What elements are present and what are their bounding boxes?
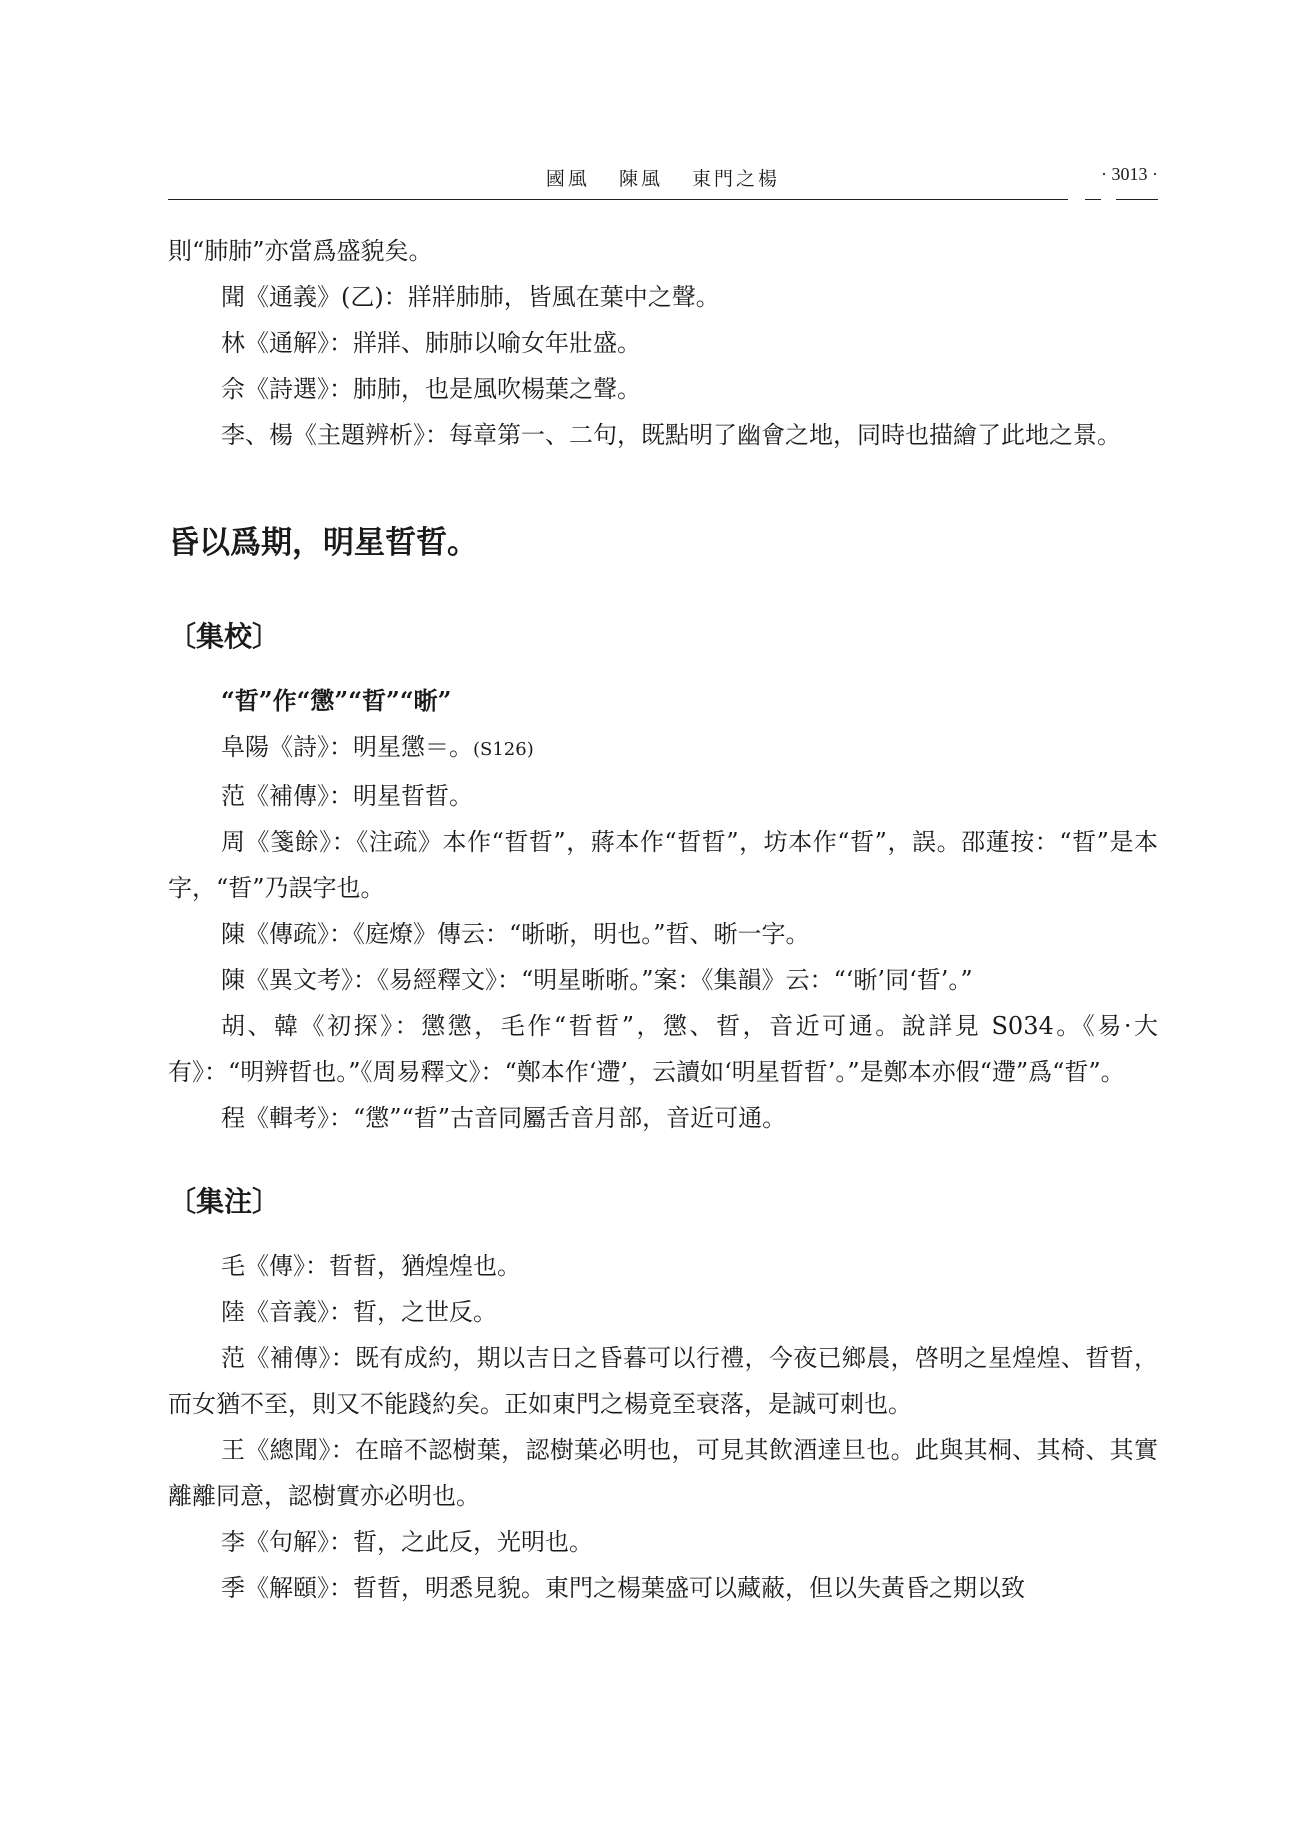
paragraph: 胡、韓《初探》：懲懲，毛作“晢晢”，懲、晢，音近可通。說詳見 S034。《易·大有》：“明辨晢也。”《周易釋文》：“鄭本作‘遰’，云讀如‘明星晢晢’。”是鄭本亦假“遰”爲“晢”。 bbox=[168, 1012, 1158, 1086]
paragraph: 季《解頤》：晢晢，明悉見貌。東門之楊葉盛可以藏蔽，但以失黃昏之期以致 bbox=[221, 1574, 1025, 1602]
header-rule-dash bbox=[1116, 199, 1158, 200]
header-part-poem: 東門之楊 bbox=[692, 168, 781, 190]
paragraph bbox=[168, 724, 1158, 773]
paragraph: 陸《音義》：晢，之世反。 bbox=[221, 1298, 497, 1326]
paragraph: 王《總聞》：在暗不認樹葉，認樹葉必明也，可見其飲酒達旦也。此與其桐、其椅、其實離離同意，認樹實亦必明也。 bbox=[168, 1436, 1158, 1510]
header-part-chenfeng: 陳風 bbox=[618, 168, 663, 190]
source-note: (S126) bbox=[473, 739, 534, 760]
running-header bbox=[168, 160, 1158, 200]
paragraph: 佘《詩選》：肺肺，也是風吹楊葉之聲。 bbox=[221, 375, 641, 403]
paragraph: 毛《傳》：晢晢，猶煌煌也。 bbox=[221, 1252, 521, 1280]
page-body bbox=[168, 228, 1158, 1611]
subheading: “晢”作“懲”“晢”“晣” bbox=[221, 686, 452, 715]
paragraph: 李、楊《主題辨析》：每章第一、二句，既點明了幽會之地，同時也描繪了此地之景。 bbox=[221, 421, 1121, 449]
paragraph: 李《句解》：晢，之此反，光明也。 bbox=[221, 1528, 593, 1556]
paragraph: 周《箋餘》：《注疏》本作“晢晢”，蔣本作“晢晢”，坊本作“晢”，誤。邵蓮按：“晢”是本字，“晢”乃誤字也。 bbox=[168, 828, 1158, 902]
header-title bbox=[168, 164, 1158, 191]
section-heading-jizhu: 〔集注〕 bbox=[168, 1185, 281, 1218]
section-heading-jijiao: 〔集校〕 bbox=[168, 620, 281, 653]
paragraph: 林《通解》：牂牂、肺肺以喻女年壯盛。 bbox=[221, 329, 641, 357]
paragraph: 陳《傳疏》：《庭燎》傳云：“晣晣，明也。”晢、晣一字。 bbox=[221, 920, 810, 948]
page-number: · 3013 · bbox=[1101, 164, 1158, 184]
header-rule-dash bbox=[1085, 199, 1101, 200]
paragraph: 則“肺肺”亦當爲盛貌矣。 bbox=[168, 237, 433, 265]
header-part-guofeng: 國風 bbox=[545, 168, 590, 190]
paragraph: 范《補傳》：明星晢晢。 bbox=[221, 782, 473, 810]
verse-line: 昏以爲期，明星晢晢。 bbox=[168, 525, 478, 561]
paragraph: 范《補傳》：既有成約，期以吉日之昏暮可以行禮，今夜已鄉晨，啓明之星煌煌、晢晢，而女猶不至，則又不能踐約矣。正如東門之楊竟至衰落，是誠可刺也。 bbox=[168, 1344, 1158, 1418]
paragraph: 聞《通義》(乙)：牂牂肺肺，皆風在葉中之聲。 bbox=[221, 283, 720, 311]
paragraph-text: 阜陽《詩》：明星懲＝。 bbox=[221, 733, 473, 761]
paragraph: 陳《異文考》：《易經釋文》：“明星晣晣。”案：《集韻》云：“‘晣’同‘晢’。” bbox=[221, 966, 973, 994]
header-rule bbox=[168, 199, 1068, 200]
paragraph: 程《輯考》：“懲”“晢”古音同屬舌音月部，音近可通。 bbox=[221, 1104, 787, 1132]
